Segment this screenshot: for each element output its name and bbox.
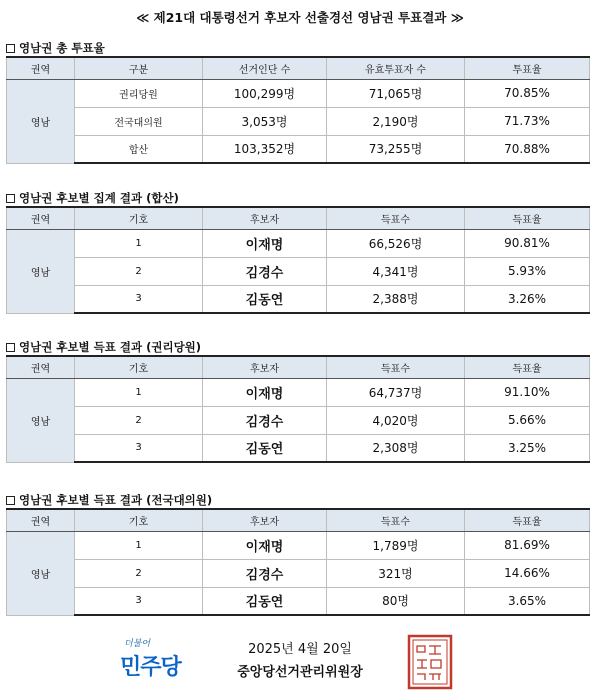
category-cell: 합산 — [75, 135, 203, 163]
candidate-name-cell: 이재명 — [203, 229, 327, 257]
candidate-name-cell: 김경수 — [203, 257, 327, 285]
table-row — [7, 434, 590, 462]
table-row — [7, 587, 590, 615]
header-cell: 기호 — [75, 356, 203, 378]
candidate-name-cell: 김경수 — [203, 559, 327, 587]
header-cell: 후보자 — [203, 356, 327, 378]
logo-subtext: 더불어 — [124, 639, 151, 649]
header-cell: 기호 — [75, 509, 203, 531]
vote-share-cell: 90.81% — [465, 229, 590, 257]
header-cell: 구분 — [75, 57, 203, 79]
value-cell: 70.88% — [465, 135, 590, 163]
votes-cell: 64,737명 — [327, 378, 465, 406]
candidate-name-cell: 김동연 — [203, 434, 327, 462]
document-title: ≪ 제21대 대통령선거 후보자 선출경선 영남권 투표결과 ≫ — [136, 10, 464, 25]
checkbox-bullet-icon — [6, 496, 15, 505]
value-cell: 3,053명 — [203, 107, 327, 135]
value-cell: 73,255명 — [327, 135, 465, 163]
header-cell: 후보자 — [203, 207, 327, 229]
vote-share-cell: 14.66% — [465, 559, 590, 587]
table-row — [7, 229, 590, 257]
header-cell: 권역 — [7, 207, 75, 229]
section-heading-members: 영남권 후보별 득표 결과 (권리당원) — [6, 339, 201, 355]
header-cell: 기호 — [75, 207, 203, 229]
table-row — [7, 285, 590, 313]
votes-cell: 1,789명 — [327, 531, 465, 559]
table-row — [7, 559, 590, 587]
table-row — [7, 107, 590, 135]
header-cell: 득표율 — [465, 509, 590, 531]
table-header-row — [7, 57, 590, 79]
ballot-number-cell: 2 — [75, 559, 203, 587]
official-seal-icon — [405, 632, 455, 692]
table-header-row — [7, 356, 590, 378]
section-heading-delegates: 영남권 후보별 득표 결과 (전국대의원) — [6, 492, 212, 508]
candidate-name-cell: 김동연 — [203, 587, 327, 615]
candidate-name-cell: 이재명 — [203, 378, 327, 406]
header-cell: 득표율 — [465, 356, 590, 378]
ballot-number-cell: 1 — [75, 378, 203, 406]
checkbox-bullet-icon — [6, 343, 15, 352]
header-cell: 득표수 — [327, 356, 465, 378]
table-row — [7, 406, 590, 434]
category-cell: 전국대의원 — [75, 107, 203, 135]
issuing-organization: 중앙당선거관리위원장 — [237, 665, 363, 680]
header-cell: 후보자 — [203, 509, 327, 531]
table-row — [7, 257, 590, 285]
turnout-table — [6, 56, 590, 164]
vote-share-cell: 91.10% — [465, 378, 590, 406]
table-row — [7, 79, 590, 107]
votes-cell: 66,526명 — [327, 229, 465, 257]
header-cell: 득표율 — [465, 207, 590, 229]
value-cell: 70.85% — [465, 79, 590, 107]
ballot-number-cell: 1 — [75, 229, 203, 257]
table-row — [7, 531, 590, 559]
checkbox-bullet-icon — [6, 44, 15, 53]
table-row — [7, 378, 590, 406]
header-cell: 투표율 — [465, 57, 590, 79]
votes-cell: 2,308명 — [327, 434, 465, 462]
value-cell: 71,065명 — [327, 79, 465, 107]
header-cell: 권역 — [7, 509, 75, 531]
candidate-name-cell: 김동연 — [203, 285, 327, 313]
table-header-row — [7, 207, 590, 229]
ballot-number-cell: 3 — [75, 285, 203, 313]
table-header-row — [7, 509, 590, 531]
header-cell: 득표수 — [327, 509, 465, 531]
vote-share-cell: 3.25% — [465, 434, 590, 462]
votes-cell: 80명 — [327, 587, 465, 615]
value-cell: 103,352명 — [203, 135, 327, 163]
document-date: 2025년 4월 20일 — [248, 642, 352, 657]
vote-share-cell: 5.66% — [465, 406, 590, 434]
region-cell: 영남 — [7, 531, 75, 615]
ballot-number-cell: 2 — [75, 257, 203, 285]
value-cell: 71.73% — [465, 107, 590, 135]
category-cell: 권리당원 — [75, 79, 203, 107]
header-cell: 득표수 — [327, 207, 465, 229]
combined-results-table — [6, 206, 590, 314]
candidate-name-cell: 이재명 — [203, 531, 327, 559]
region-cell: 영남 — [7, 229, 75, 313]
candidate-name-cell: 김경수 — [203, 406, 327, 434]
vote-share-cell: 5.93% — [465, 257, 590, 285]
region-cell: 영남 — [7, 79, 75, 163]
delegates-results-table — [6, 508, 590, 616]
header-cell: 유효투표자 수 — [327, 57, 465, 79]
vote-share-cell: 3.26% — [465, 285, 590, 313]
vote-share-cell: 3.65% — [465, 587, 590, 615]
header-cell: 권역 — [7, 57, 75, 79]
table-row — [7, 135, 590, 163]
ballot-number-cell: 3 — [75, 587, 203, 615]
value-cell: 2,190명 — [327, 107, 465, 135]
vote-share-cell: 81.69% — [465, 531, 590, 559]
region-cell: 영남 — [7, 378, 75, 462]
votes-cell: 4,020명 — [327, 406, 465, 434]
section-heading-turnout: 영남권 총 투표율 — [6, 40, 105, 56]
ballot-number-cell: 3 — [75, 434, 203, 462]
section-heading-combined: 영남권 후보별 집계 결과 (합산) — [6, 190, 179, 206]
ballot-number-cell: 2 — [75, 406, 203, 434]
members-results-table — [6, 355, 590, 463]
ballot-number-cell: 1 — [75, 531, 203, 559]
votes-cell: 2,388명 — [327, 285, 465, 313]
header-cell: 권역 — [7, 356, 75, 378]
votes-cell: 321명 — [327, 559, 465, 587]
checkbox-bullet-icon — [6, 194, 15, 203]
votes-cell: 4,341명 — [327, 257, 465, 285]
header-cell: 선거인단 수 — [203, 57, 327, 79]
value-cell: 100,299명 — [203, 79, 327, 107]
logo-text: 민주당 — [120, 655, 181, 680]
